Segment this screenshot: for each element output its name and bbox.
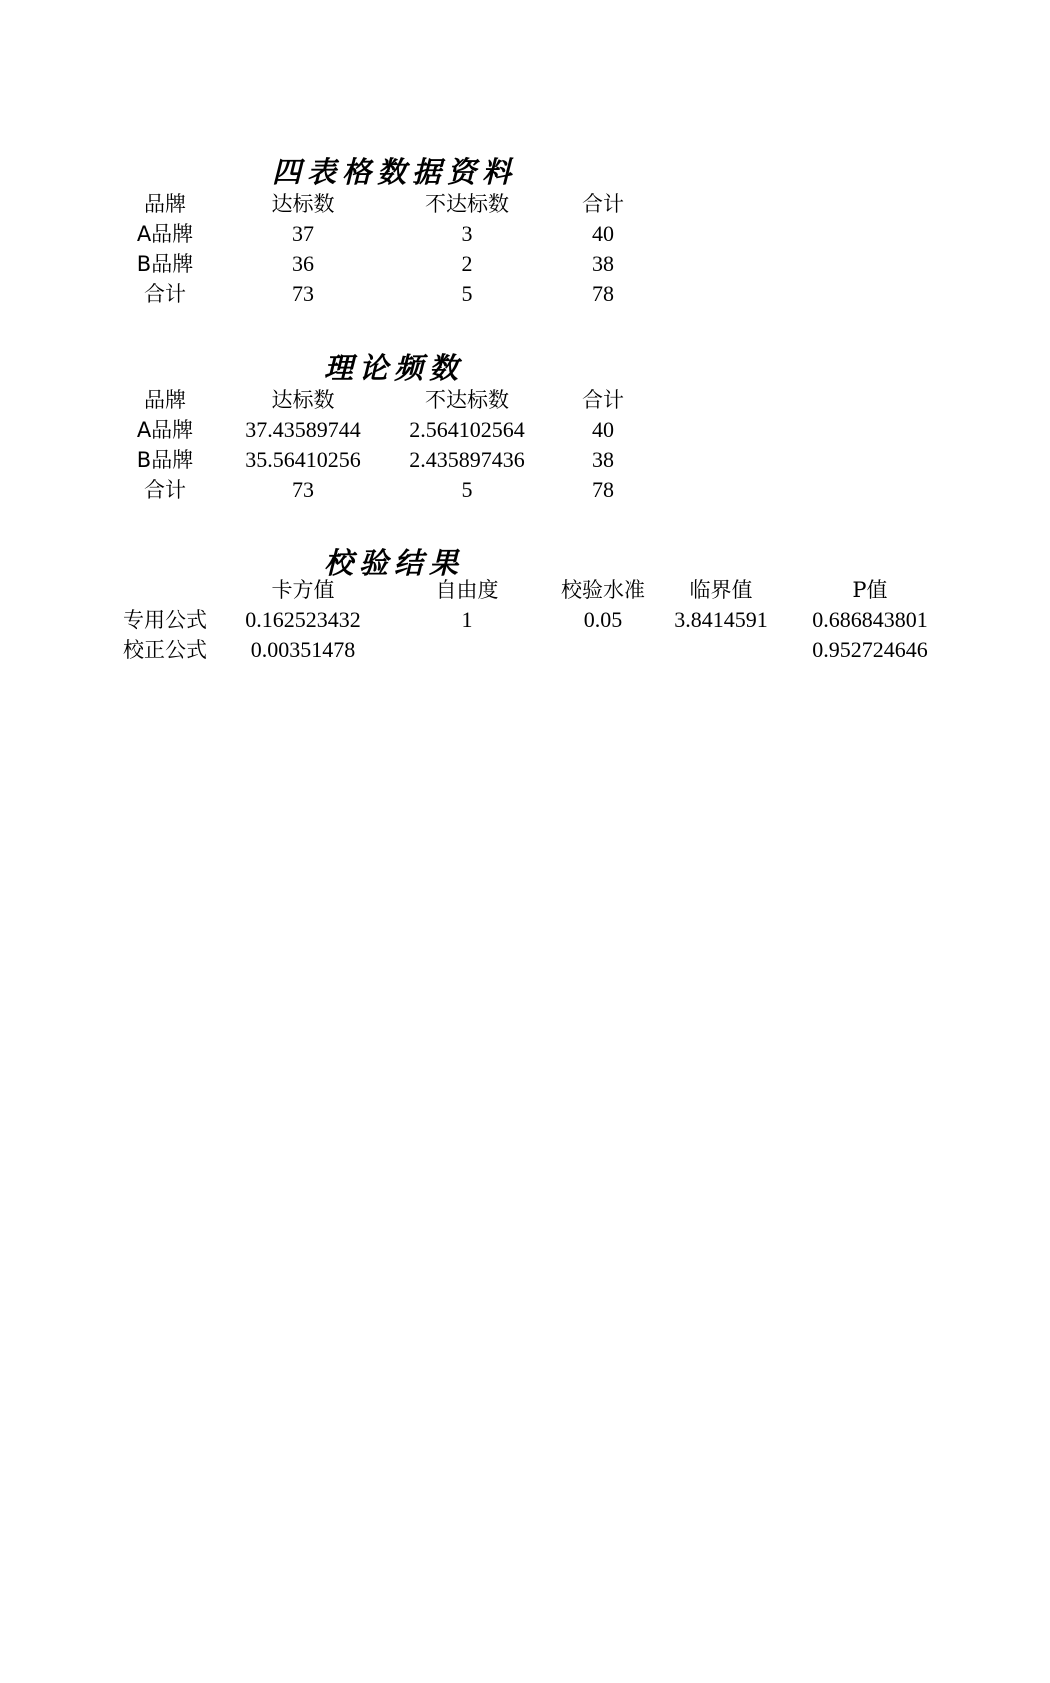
cell-total-pass: 73 [292,281,314,306]
cell-a-fail-expected: 2.564102564 [409,417,525,442]
header-critical-value: 临界值 [689,578,753,602]
cell-a-total: 40 [592,221,614,246]
row-label-brand-b: B品牌 [136,252,194,276]
header-total: 合计 [582,388,624,412]
row-label-brand-a: A品牌 [136,418,194,442]
cell-total-fail: 5 [461,281,473,306]
header-brand: 品牌 [144,192,186,216]
section-title-expected: 理论频数 [324,351,465,385]
header-fail: 不达标数 [425,192,509,216]
cell-total-pass-expected: 73 [292,477,314,502]
cell-critical-special: 3.8414591 [674,607,768,632]
header-significance-level: 校验水准 [561,578,645,602]
row-label-total: 合计 [144,282,186,306]
header-brand: 品牌 [144,388,186,412]
cell-b-total-expected: 38 [592,447,614,472]
cell-alpha-special: 0.05 [583,607,623,632]
cell-b-total: 38 [592,251,614,276]
section-title-contingency: 四表格数据资料 [272,155,518,189]
cell-p-corrected: 0.952724646 [812,637,928,662]
header-degrees-of-freedom: 自由度 [435,578,499,602]
cell-total-total: 78 [592,281,614,306]
cell-a-total-expected: 40 [592,417,614,442]
cell-chi-square-special: 0.162523432 [245,607,361,632]
cell-df-special: 1 [461,607,473,632]
row-label-total: 合计 [144,478,186,502]
header-p-value: P值 [852,578,888,602]
row-label-brand-a: A品牌 [136,222,194,246]
cell-b-fail: 2 [461,251,473,276]
cell-b-fail-expected: 2.435897436 [409,447,525,472]
cell-total-fail-expected: 5 [461,477,473,502]
row-label-corrected-formula: 校正公式 [123,638,207,662]
header-total: 合计 [582,192,624,216]
cell-b-pass: 36 [292,251,314,276]
cell-a-fail: 3 [461,221,473,246]
section-title-test-results: 校验结果 [324,546,465,580]
cell-total-total-expected: 78 [592,477,614,502]
row-label-brand-b: B品牌 [136,448,194,472]
header-chi-square: 卡方值 [271,578,335,602]
cell-a-pass: 37 [292,221,314,246]
row-label-special-formula: 专用公式 [123,608,207,632]
cell-a-pass-expected: 37.43589744 [245,417,361,442]
header-fail: 不达标数 [425,388,509,412]
cell-chi-square-corrected: 0.00351478 [250,637,356,662]
header-pass: 达标数 [271,388,335,412]
cell-b-pass-expected: 35.56410256 [245,447,361,472]
cell-p-special: 0.686843801 [812,607,928,632]
header-pass: 达标数 [271,192,335,216]
